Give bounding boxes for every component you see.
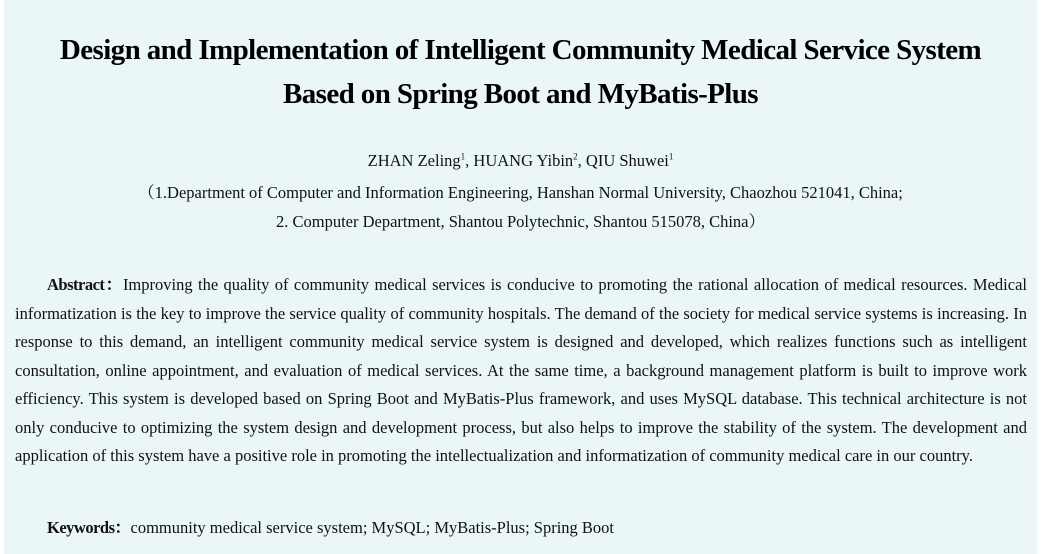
author-name: QIU Shuwei <box>585 151 669 170</box>
keywords-line <box>47 514 614 542</box>
affiliation-line-1: （1.Department of Computer and Information Engineering, Hanshan Normal University, Chaozhou 521041, China; <box>138 183 903 202</box>
author-name: ZHAN Zeling <box>367 151 461 170</box>
keywords-label: Keywords： <box>47 518 131 537</box>
author-affiliation-mark: 2 <box>573 151 578 162</box>
abstract-label: Abstract： <box>47 275 123 294</box>
author-list: ZHAN Zeling$^1$, HUANG Yibin$^2$, QIU Shuwei$^1$ <box>367 151 674 170</box>
author-affiliation-mark: 1 <box>668 151 674 162</box>
paper-title-line-2: Based on Spring Boot and MyBatis-Plus <box>283 78 758 110</box>
affiliation-line-2: 2. Computer Department, Shantou Polytechnic, Shantou 515078, China） <box>276 212 765 231</box>
author-affiliation-mark: 1 <box>460 151 466 162</box>
keywords-text: community medical service system; MySQL; MyBatis-Plus; Spring Boot <box>130 518 615 537</box>
abstract-paragraph <box>15 271 1027 471</box>
paper-title <box>4 28 1037 116</box>
paper-title-line-1: Design and Implementation of Intelligent Community Medical Service System <box>59 34 982 66</box>
paper-header-page <box>4 0 1037 554</box>
abstract-text: Improving the quality of community medical services is conducive to promoting the rational allocation of medical resources. Medical informatization is the key to improve the service quality of community hospitals. The demand of the society for medical service systems is increasing. In response to this demand, an intelligent community medical service system is designed and developed, which realizes functions such as intelligent consultation, online appointment, and evaluation of medical services. At the same time, a background management platform is built to improve work efficiency. This system is developed based on Spring Boot and MyBatis-Plus framework, and uses MySQL database. This technical architecture is not only conducive to optimizing the system design and development process, but also helps to improve the stability of the system. The development and application of this system have a positive role in promoting the intellectualization and informatization of community medical care in our country. <box>15 275 1027 465</box>
author-name: HUANG Yibin <box>473 151 574 170</box>
